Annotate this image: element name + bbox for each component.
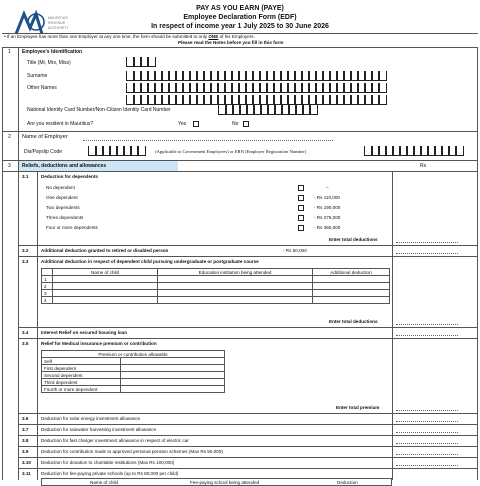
- s36-text: Deduction for solar energy investment allowance: [41, 416, 141, 421]
- s36-input[interactable]: [396, 421, 458, 422]
- s39-input[interactable]: [396, 454, 458, 455]
- s311-col-deduction: Deduction: [337, 480, 358, 485]
- applicable-note: (Applicable to Government Employees) or ERN (Employer Registration Number): [155, 149, 307, 154]
- nid-label: National Identity Card Number/Non-Citizen Identity Card Number: [27, 107, 171, 113]
- s33-col-name: Name of child: [53, 269, 158, 276]
- resident-no-checkbox[interactable]: [243, 121, 249, 127]
- s31-row-2-checkbox[interactable]: [298, 205, 304, 211]
- s39-text: Deduction for contribution made to approved personal pension schemes (Max Rs 50,000): [41, 449, 223, 454]
- s39-number: 3.9: [22, 449, 29, 454]
- s37-text: Deduction for rainwater harvesting investment allowance: [41, 427, 157, 432]
- form-title-paye: PAY AS YOU EARN (PAYE): [196, 5, 284, 12]
- section-1-number: 1: [8, 49, 11, 55]
- title-label: Title (Mr, Mrs, Miss): [27, 60, 71, 66]
- s31-row-4-checkbox[interactable]: [298, 225, 304, 231]
- surname-label: Surname: [27, 73, 48, 79]
- s35-total-label: Enter total premium: [336, 405, 380, 410]
- s31-row-0-label: No dependent: [46, 185, 75, 190]
- s31-row-4-label: Four or more dependents: [46, 225, 98, 230]
- s31-row-2-label: Two dependents: [46, 205, 80, 210]
- char-cell[interactable]: [455, 146, 464, 156]
- s38-input[interactable]: [396, 443, 458, 444]
- s31-row-3-checkbox[interactable]: [298, 215, 304, 221]
- s31-row-2-amount: - Rs 190,000: [314, 205, 341, 210]
- title-input[interactable]: [126, 57, 156, 67]
- notice-line: • If an Employee has more than one Employer at any one time, the form should be submitted to only ONE of his Employers.: [4, 34, 255, 39]
- s32-number: 3.2: [22, 248, 29, 253]
- s310-input[interactable]: [396, 465, 458, 466]
- s32-amount: - Rs 50,000: [283, 248, 307, 253]
- surname-input[interactable]: [126, 71, 391, 81]
- s33-heading: Additional deduction in respect of dependent child pursuing undergraduate or postgraduate course: [41, 259, 259, 264]
- s310-text: Deduction for donation to charitable institutions (Max Rs 100,000): [41, 460, 175, 465]
- s33-col-deduction: Additional deduction: [313, 269, 390, 276]
- s311-col-name: Name of child: [90, 480, 119, 485]
- table-row: Fourth or more dependent: [42, 386, 225, 393]
- s35-premium-table: [41, 350, 225, 393]
- s33-total-input[interactable]: [396, 324, 458, 325]
- char-cell[interactable]: [137, 146, 146, 156]
- char-cell[interactable]: [378, 83, 387, 93]
- s31-row-1-checkbox[interactable]: [298, 195, 304, 201]
- s311-table-top: [41, 478, 392, 486]
- table-row: Third dependent: [42, 379, 225, 386]
- other-names-label: Other Names: [27, 85, 57, 91]
- s37-input[interactable]: [396, 432, 458, 433]
- s38-number: 3.8: [22, 438, 29, 443]
- s33-number: 3.3: [22, 259, 29, 264]
- table-row: Self: [42, 358, 225, 365]
- s31-row-1-amount: - Rs 110,000: [314, 195, 340, 200]
- employer-label: Name of Employer: [22, 134, 68, 140]
- s31-row-0-checkbox[interactable]: [298, 185, 304, 191]
- section-3-number: 3: [8, 163, 11, 169]
- s311-col-school: Fee-paying school being attended: [190, 480, 260, 485]
- resident-no-label: No: [232, 121, 239, 127]
- s31-row-3-amount: - Rs 275,000: [314, 215, 341, 220]
- char-cell[interactable]: [378, 95, 387, 105]
- section-1-heading: Employee's Identification: [22, 49, 83, 55]
- notice-read-notes: Please read the Notes before you fill in this form: [178, 40, 284, 45]
- resident-yes-checkbox[interactable]: [193, 121, 199, 127]
- s34-text: Interest Relief on secured housing loan: [41, 330, 128, 335]
- ern-input[interactable]: [364, 146, 464, 156]
- s31-row-0-amount: –: [326, 185, 329, 190]
- s31-total-label: Enter total deductions: [329, 237, 378, 242]
- s35-table-head: Premium or contribution allowable: [42, 351, 225, 358]
- resident-yes-label: Yes: [178, 121, 187, 127]
- char-cell[interactable]: [309, 105, 318, 115]
- s37-number: 3.7: [22, 427, 29, 432]
- s34-number: 3.4: [22, 330, 29, 335]
- other-names-input-2[interactable]: [126, 95, 391, 105]
- s36-number: 3.6: [22, 416, 29, 421]
- s33-col-institution: Education institution being attended: [158, 269, 313, 276]
- s31-row-1-label: One dependent: [46, 195, 78, 200]
- s33-children-table: [41, 268, 390, 304]
- table-row: 1: [42, 276, 390, 283]
- table-row: First dependent: [42, 365, 225, 372]
- table-row: 4: [42, 297, 390, 304]
- section-2-number: 2: [8, 134, 11, 140]
- section-3-heading: Reliefs, deductions and allowances: [22, 163, 107, 169]
- form-title-year: In respect of income year 1 July 2025 to 30 June 2026: [151, 23, 329, 30]
- s32-input[interactable]: [396, 253, 458, 254]
- s31-number: 3.1: [22, 174, 29, 179]
- s31-row-4-amount: - Rs 355,000: [314, 225, 341, 230]
- nid-input[interactable]: [218, 105, 318, 115]
- s34-input[interactable]: [396, 335, 458, 336]
- form-title-edf: Employee Declaration Form (EDF): [183, 14, 297, 21]
- table-row: Second dependent: [42, 372, 225, 379]
- s35-heading: Relief for Medical insurance premium or contribution: [41, 341, 157, 346]
- char-cell[interactable]: [378, 71, 387, 81]
- table-row: 3: [42, 290, 390, 297]
- resident-label: Are you resident in Mauritius?: [27, 121, 94, 127]
- logo-subtext-1: MAURITIUS: [48, 16, 68, 20]
- s31-row-3-label: Three dependents: [46, 215, 84, 220]
- dis-payslip-label: Dis/Payslip Code: [24, 149, 63, 155]
- s33-total-label: Enter total deductions: [329, 319, 378, 324]
- employer-name-input[interactable]: [83, 140, 333, 141]
- other-names-input-1[interactable]: [126, 83, 391, 93]
- logo-subtext-2: REVENUE: [48, 21, 66, 25]
- logo-subtext-3: AUTHORITY: [48, 26, 69, 30]
- s35-total-input[interactable]: [396, 410, 458, 411]
- s310-number: 3.10: [22, 460, 31, 465]
- rs-column-header: Rs: [420, 163, 427, 169]
- s31-total-input[interactable]: [396, 242, 458, 243]
- s32-text: Additional deduction granted to retired or disabled person: [41, 248, 169, 253]
- s311-number: 3.11: [22, 471, 31, 476]
- s31-heading: Deduction for dependents: [41, 174, 98, 179]
- s38-text: Deduction for fast charger investment allowance in respect of electric car: [41, 438, 189, 443]
- s311-text: Deduction for fee-paying private schools (up to Rs 80,000 per child): [41, 471, 179, 476]
- s35-number: 3.5: [22, 341, 29, 346]
- dis-payslip-input[interactable]: [88, 146, 148, 156]
- table-row: 2: [42, 283, 390, 290]
